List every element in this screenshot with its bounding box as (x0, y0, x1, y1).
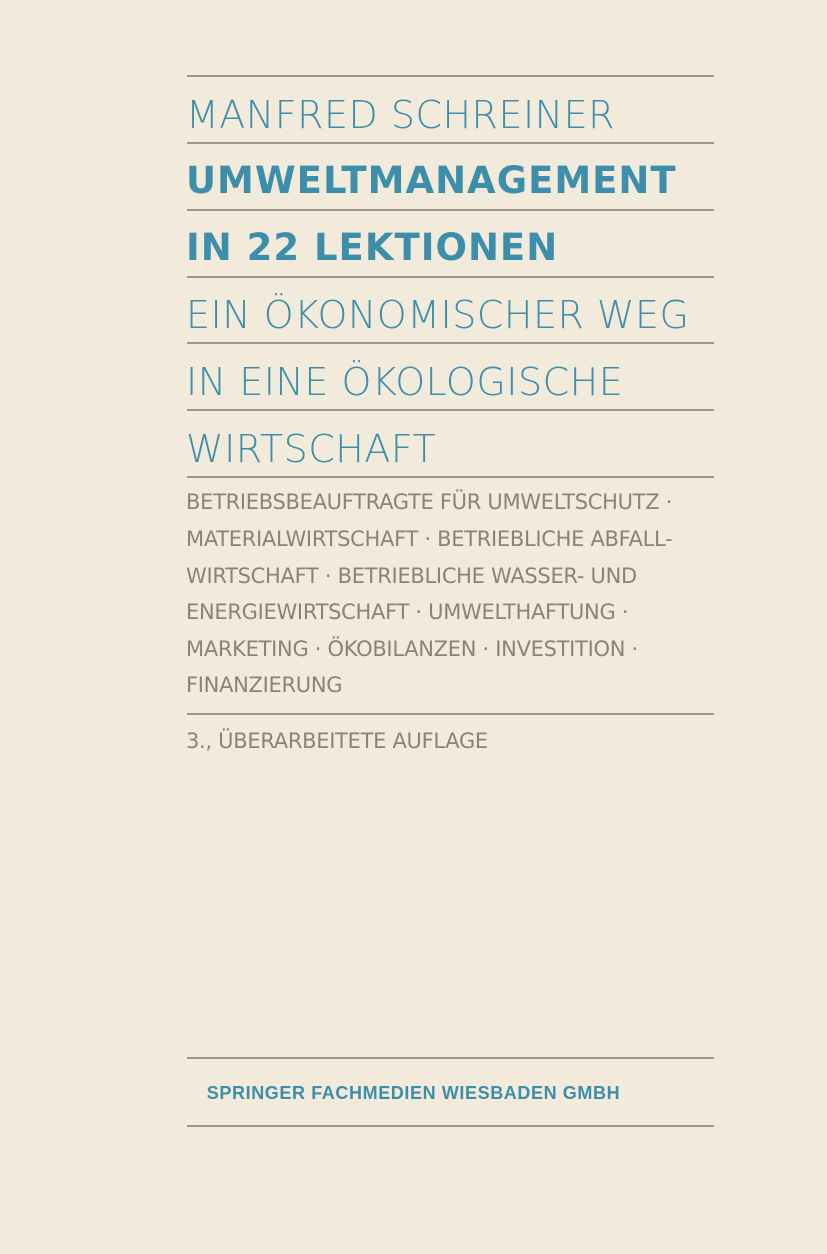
rule-before-edition (187, 713, 714, 715)
subtitle-line-1: EIN ÖKONOMISCHER WEG (186, 293, 690, 337)
topics-line-5: MARKETING · ÖKOBILANZEN · INVESTITION · (186, 637, 638, 661)
rule-above-publisher (187, 1057, 714, 1059)
rule-after-author (187, 142, 714, 144)
rule-below-publisher (187, 1125, 714, 1127)
title-line-2: IN 22 LEKTIONEN (186, 226, 559, 269)
topics-line-1: BETRIEBSBEAUFTRAGTE FÜR UMWELTSCHUTZ · (186, 490, 673, 514)
author-name: MANFRED SCHREINER (186, 93, 616, 137)
topics-line-3: WIRTSCHAFT · BETRIEBLICHE WASSER- UND (186, 564, 637, 588)
edition-label: 3., ÜBERARBEITETE AUFLAGE (186, 729, 488, 753)
rule-after-title-1 (187, 209, 714, 211)
subtitle-line-2: IN EINE ÖKOLOGISCHE (186, 360, 624, 404)
topics-line-4: ENERGIEWIRTSCHAFT · UMWELTHAFTUNG · (186, 600, 629, 624)
rule-after-title-2 (187, 276, 714, 278)
rule-after-subtitle-2 (187, 409, 714, 411)
publisher-name: SPRINGER FACHMEDIEN WIESBADEN GMBH (206, 1083, 621, 1103)
topics-line-6: FINANZIERUNG (186, 673, 343, 697)
rule-after-subtitle-3 (187, 476, 714, 478)
subtitle-line-3: WIRTSCHAFT (186, 427, 437, 471)
rule-after-subtitle-1 (187, 342, 714, 344)
title-line-1: UMWELTMANAGEMENT (186, 159, 677, 202)
top-rule (187, 75, 714, 77)
topics-line-2: MATERIALWIRTSCHAFT · BETRIEBLICHE ABFALL- (186, 527, 673, 551)
